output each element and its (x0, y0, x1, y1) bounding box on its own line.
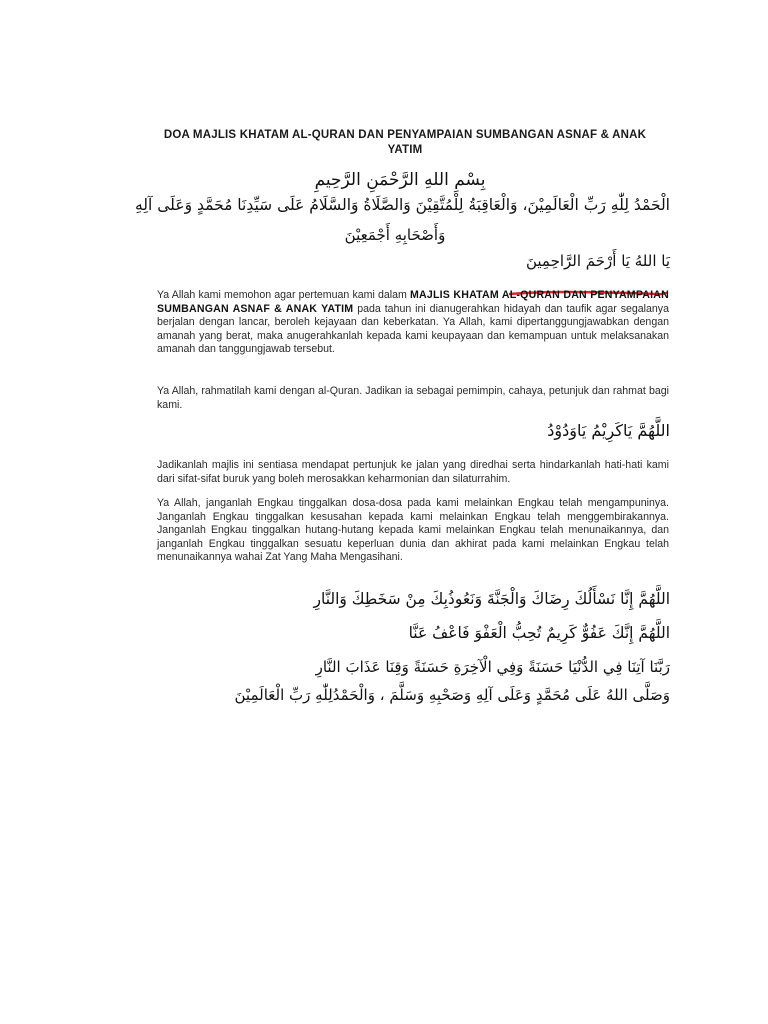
rabbana-atina: رَبَّنَا آتِنَا فِي الدُّنْيَا حَسَنَةً وَفِي الْآخِرَةِ حَسَنَةً وَقِنَا عَذَابَ النَّارِ (315, 658, 670, 676)
paragraph-majlis-guidance: Jadikanlah majlis ini sentiasa mendapat pertunjuk ke jalan yang diredhai serta hindarkanlah hati-hati kami dari sifat-sifat buruk yang boleh merosakkan keharmonian dan silaturrahim. (157, 459, 669, 485)
para1-lead: Ya Allah kami memohon agar pertemuan kami dalam (157, 289, 407, 301)
salawat-closing: وَصَلَّى اللهُ عَلَى مُحَمَّدٍ وَعَلَى آلِهِ وَصَحْبِهِ وَسَلَّمَ ، وَالْحَمْدُلِلّٰهِ رَبِّ الْعَالَمِيْنَ (234, 686, 670, 704)
paragraph-opening-prayer (157, 289, 669, 357)
document-title: DOA MAJLIS KHATAM AL-QURAN DAN PENYAMPAIAN SUMBANGAN ASNAF & ANAK YATIM (163, 129, 647, 156)
paragraph-forgiveness: Ya Allah, janganlah Engkau tinggalkan dosa-dosa pada kami melainkan Engkau telah mengampuninya. Janganlah Engkau tinggalkan kesusahan kepada kami melainkan Engkau telah menggembirakannya. Janganlah Engkau tinggalkan hutang-hutang kepada kami melainkan Engkau telah menunaikannya, dan janganlah Engkau tinggalkan sesuatu keperluan dunia dan akhirat pada kami melainkan Engkau telah menunaikannya wahai Zat Yang Maha Mengasihani. (157, 497, 669, 564)
hamdalah-line-2: وَأَصْحَابِهِ أَجْمَعِيْنَ (344, 226, 446, 244)
allahumma-karim-text: اللَّهُمَّ يَاكَرِيْمُ يَاوَدُوْدُ (547, 421, 670, 440)
paragraph-rahmat-quran: Ya Allah, rahmatilah kami dengan al-Quran. Jadikan ia sebagai pemimpin, cahaya, petunjuk dan rahmat bagi kami. (157, 385, 669, 411)
basmalah-text: بِسْمِ اللهِ الرَّحْمَنِ الرَّحِيمِ (314, 170, 486, 190)
ya-allah-invocation: يَا اللهُ يَا أَرْحَمَ الرَّاحِمِينَ (525, 252, 670, 270)
dua-ridhaka: اللَّهُمَّ إِنَّا نَسْأَلُكَ رِضَاكَ وَالْجَنَّةَ وَنَعُوذُبِكَ مِنْ سَخَطِكَ وَالنَّارِ (313, 590, 670, 608)
event-name-bold: MAJLIS KHATAM AL-QURAN DAN PENYAMPAIAN SUMBANGAN ASNAF & ANAK YATIM (157, 289, 669, 315)
hamdalah-line-1: الْحَمْدُ لِلّٰهِ رَبِّ الْعَالَمِيْنَ، وَالْعَاقِبَةُ لِلْمُتَّقِيْنَ وَالصَّلَاةُ وَالسَّلَامُ عَلَى سَيِّدِنَا مُحَمَّدٍ وَعَلَى آلِهِ (135, 196, 670, 214)
dua-afwu: اللَّهُمَّ إِنَّكَ عَفُوٌّ كَرِيمٌ تُحِبُّ الْعَفْوَ فَاعْفُ عَنَّا (408, 624, 670, 642)
para1-rest: pada tahun ini dianugerahkan hidayah dan taufik agar segalanya berjalan dengan lancar, beroleh kejayaan dan keberkatan. Ya Allah, kami dipertanggungjawabkan dengan amanah yang berat, maka anugerahkanlah kepada kami keupayaan dan kemampuan untuk melaksanakan amanah dan tanggungjawab tersebut. (157, 302, 669, 356)
